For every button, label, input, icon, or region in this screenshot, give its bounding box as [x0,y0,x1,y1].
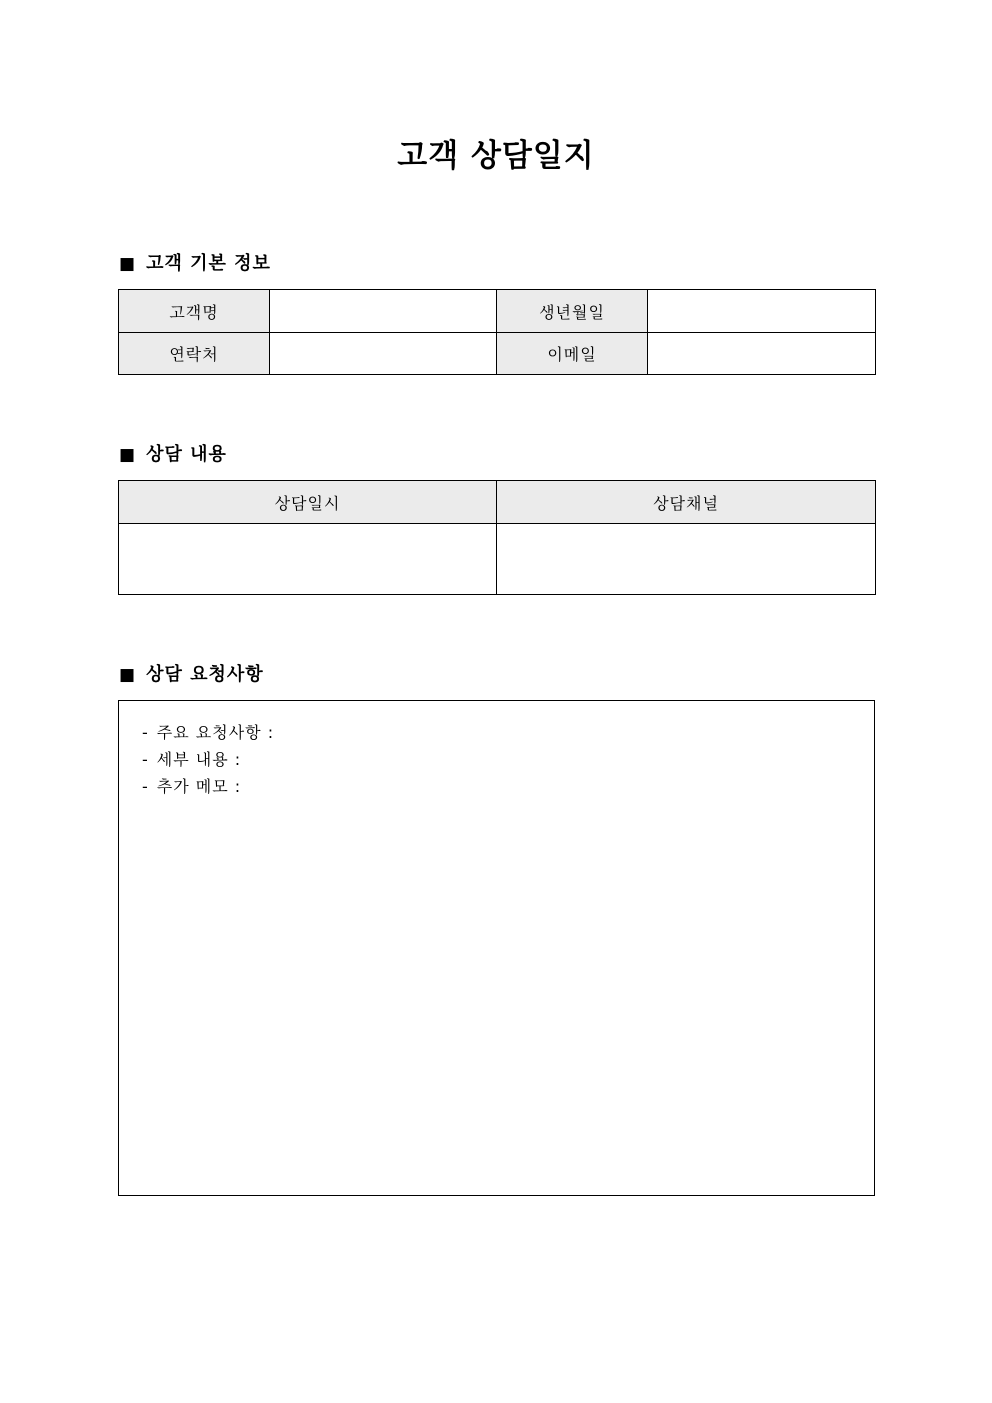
dash-bullet: - [142,777,149,796]
square-bullet-icon: ■ [119,665,137,685]
square-bullet-icon: ■ [119,254,137,274]
customer-name-label: 고객명 [119,290,270,333]
requests-list [119,701,874,800]
consult-channel-field[interactable] [497,524,876,595]
birthdate-field[interactable] [648,290,876,333]
dash-bullet: - [142,750,149,769]
main-request-label: 주요 요청사항 : [156,723,275,742]
table-row [119,333,876,375]
table-row [119,290,876,333]
contact-field[interactable] [270,333,497,375]
requests-text-area[interactable] [118,700,875,1196]
email-label: 이메일 [497,333,648,375]
additional-memo-label: 추가 메모 : [156,777,242,796]
table-row [119,524,876,595]
birthdate-label: 생년월일 [497,290,648,333]
list-item [142,746,874,773]
section-heading-requests [119,662,264,688]
section-heading-label: 상담 내용 [146,444,227,465]
section-heading-basic-info [119,251,271,277]
consult-channel-header: 상담채널 [497,481,876,524]
list-item [142,719,874,746]
details-label: 세부 내용 : [156,750,242,769]
consult-datetime-header: 상담일시 [119,481,497,524]
consult-content-table [118,480,876,595]
customer-name-field[interactable] [270,290,497,333]
dash-bullet: - [142,723,149,742]
section-heading-consult-content [119,442,227,468]
section-heading-label: 고객 기본 정보 [146,253,271,274]
section-heading-label: 상담 요청사항 [146,664,264,685]
basic-info-table [118,289,876,375]
list-item [142,773,874,800]
square-bullet-icon: ■ [119,445,137,465]
table-row [119,481,876,524]
document-title: 고객 상담일지 [397,138,595,174]
contact-label: 연락처 [119,333,270,375]
consult-datetime-field[interactable] [119,524,497,595]
email-field[interactable] [648,333,876,375]
